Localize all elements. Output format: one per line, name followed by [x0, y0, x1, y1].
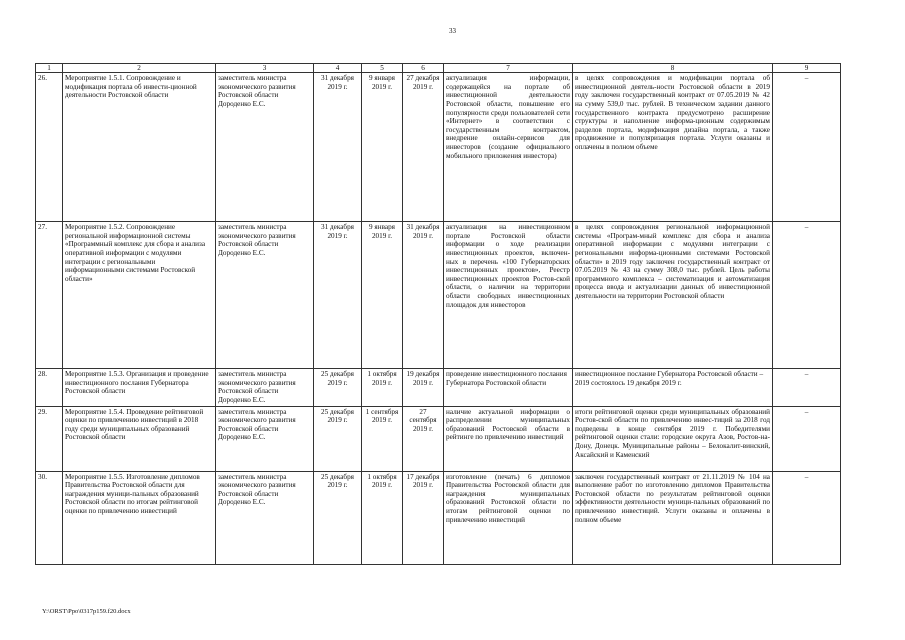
column-header: 4 [314, 64, 362, 73]
responsible-person: заместитель министра экономического развития Ростовской области Дороденко Е.С. [216, 406, 314, 471]
row-number: 28. [36, 369, 63, 407]
planned-result: наличие актуальной информации о распределении муниципальных образований Ростовской области в рейтинге по привлечению инвестиций [444, 406, 573, 471]
actual-result: итоги рейтинговой оценки среди муниципальных образований Ростов-ской области по привлечению инвес-тиций за 2018 год подведены в конце сентября 2019 г. Победителями рейтинговой оценки стали: городские округа Азов, Ростов-на-Дону, Донецк. Муниципальные районы – Белокалит-винский, Аксайский и Каменский [573, 406, 773, 471]
plan-date: 25 декабря 2019 г. [314, 471, 362, 564]
actual-result: заключен государственный контракт от 21.11.2019 № 104 на выполнение работ по изготовлению дипломов Правительства Ростовской области по результатам рейтинговой оценки эффективности деятельности муници-пальных образований по привлечению инвестиций. Услуги оказаны и оплачены в полном объеме [573, 471, 773, 564]
column-header: 2 [63, 64, 216, 73]
row-number: 27. [36, 222, 63, 369]
column-header: 9 [773, 64, 841, 73]
document-path-footer: Y:\ORST\Ppo\0317p159.f20.docx [42, 608, 131, 615]
responsible-person: заместитель министра экономического развития Ростовской области Дороденко Е.С. [216, 73, 314, 222]
fact-end-date: 27 декабря 2019 г. [403, 73, 444, 222]
table-row [36, 222, 841, 369]
fact-start-date: 1 сентября 2019 г. [362, 406, 403, 471]
problems-cell: – [773, 73, 841, 222]
problems-cell: – [773, 406, 841, 471]
column-header: 8 [573, 64, 773, 73]
event-name: Мероприятие 1.5.2. Сопровождение региональной информационной системы «Программный комплекс для сбора и анализа оперативной информации с модулями интеграции с региональными информационными системами Ростовской области» [63, 222, 216, 369]
fact-end-date: 19 декабря 2019 г. [403, 369, 444, 407]
planned-result: проведение инвестиционного послания Губернатора Ростовской области [444, 369, 573, 407]
row-number: 26. [36, 73, 63, 222]
plan-date: 31 декабря 2019 г. [314, 222, 362, 369]
table-header-row [36, 64, 841, 73]
event-name: Мероприятие 1.5.4. Проведение рейтинговой оценки по привлечению инвестиций в 2018 году среди муниципальных образований Ростовской области [63, 406, 216, 471]
actual-result: инвестиционное послание Губернатора Ростовской области – 2019 состоялось 19 декабря 2019 г. [573, 369, 773, 407]
plan-date: 25 декабря 2019 г. [314, 406, 362, 471]
actual-result: в целях сопровождения и модификации портала об инвестиционной деятель-ности Ростовской области в 2019 году заключен государственный контракт от 07.05.2019 № 42 на сумму 539,0 тыс. рублей. В техническом задании данного государственного контракта предусмотрено расширение структуры и наполнение информа-ционным содержимым разделов портала, модификация дизайна портала, а также продвижение и популяризация портала. Услуги оказаны и оплачены в полном объеме [573, 73, 773, 222]
planned-result: изготовление (печать) 6 дипломов Правительства Ростовской области для награждения муниципальных образований Ростовской области по итогам рейтинговой оценки по привлечению инвестиций [444, 471, 573, 564]
fact-start-date: 1 октября 2019 г. [362, 471, 403, 564]
plan-date: 31 декабря 2019 г. [314, 73, 362, 222]
fact-end-date: 31 декабря 2019 г. [403, 222, 444, 369]
fact-start-date: 9 января 2019 г. [362, 73, 403, 222]
event-name: Мероприятие 1.5.3. Организация и проведение инвестиционного послания Губернатора Ростовской области [63, 369, 216, 407]
table-row [36, 73, 841, 222]
column-header: 6 [403, 64, 444, 73]
event-name: Мероприятие 1.5.1. Сопровождение и модификация портала об инвести-ционной деятельности Ростовской области [63, 73, 216, 222]
column-header: 5 [362, 64, 403, 73]
row-number: 30. [36, 471, 63, 564]
report-table [35, 63, 841, 565]
column-header: 7 [444, 64, 573, 73]
fact-start-date: 1 октября 2019 г. [362, 369, 403, 407]
problems-cell: – [773, 471, 841, 564]
actual-result: в целях сопровождения региональной информационной системы «Програм-мный комплекс для сбора и анализа оперативной информации с модулями интеграции с региональными информа-ционными системами Ростовской области» в 2019 году заключен государственный контракт от 07.05.2019 № 43 на сумму 308,0 тыс. рублей. Цель работы программного комплекса – систематизация и автоматизация процесса ввода и актуализации данных об инвестиционной деятельности на территории Ростовской области [573, 222, 773, 369]
event-name: Мероприятие 1.5.5. Изготовление дипломов Правительства Ростовской области для награждения муници-пальных образований Ростовской области по итогам рейтинговой оценки по привлечению инвестиций [63, 471, 216, 564]
planned-result: актуализация на инвестиционном портале Ростовской области информации о ходе реализации инвестиционных проектов, включен-ных в перечень «100 Губернаторских инвестиционных проектов», Реестр инвестиционных проектов Ростов-ской области, о наличии на территории области свободных инвестиционных площадок для инвесторов [444, 222, 573, 369]
responsible-person: заместитель министра экономического развития Ростовской области Дороденко Е.С. [216, 369, 314, 407]
fact-start-date: 9 января 2019 г. [362, 222, 403, 369]
table-row [36, 406, 841, 471]
fact-end-date: 17 декабря 2019 г. [403, 471, 444, 564]
column-header: 1 [36, 64, 63, 73]
fact-end-date: 27 сентября 2019 г. [403, 406, 444, 471]
problems-cell: – [773, 222, 841, 369]
table-row [36, 471, 841, 564]
responsible-person: заместитель министра экономического развития Ростовской области Дороденко Е.С. [216, 222, 314, 369]
row-number: 29. [36, 406, 63, 471]
column-header: 3 [216, 64, 314, 73]
plan-date: 25 декабря 2019 г. [314, 369, 362, 407]
problems-cell: – [773, 369, 841, 407]
planned-result: актуализация информации, содержащейся на портале об инвестиционной деятельности Ростовской области, повышение его популярности среди пользователей сети «Интернет» в соответствии с государственным контрактом, внедрение онлайн-сервисов для инвесторов (создание официального мобильного приложения инвестора) [444, 73, 573, 222]
responsible-person: заместитель министра экономического развития Ростовской области Дороденко Е.С. [216, 471, 314, 564]
page-number: 33 [449, 27, 456, 35]
table-row [36, 369, 841, 407]
